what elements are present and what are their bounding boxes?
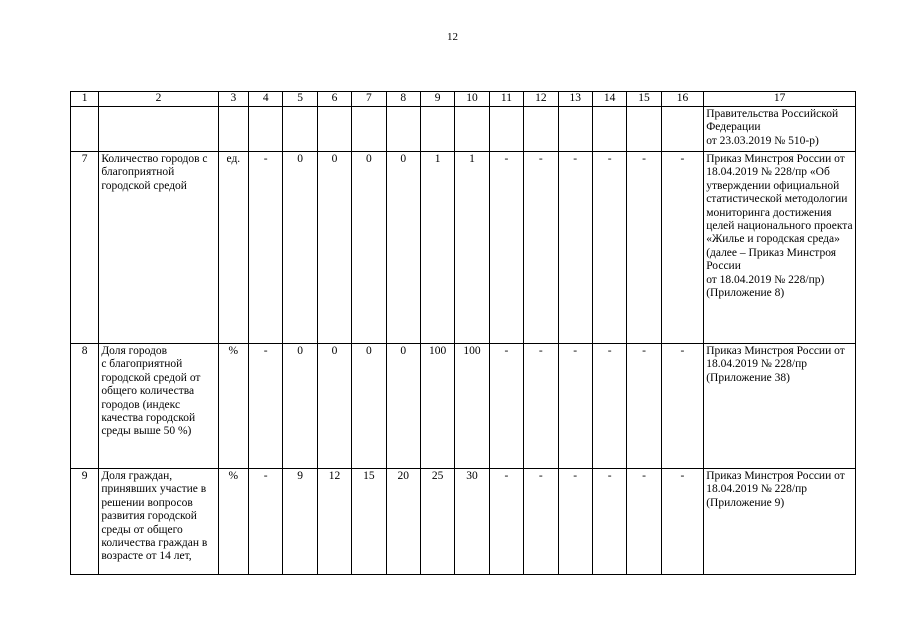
- header-cell: 14: [592, 92, 626, 107]
- table-row: [71, 344, 856, 469]
- value-cell: 0: [317, 152, 351, 344]
- unit-cell: %: [218, 344, 248, 469]
- value-cell: -: [489, 344, 523, 469]
- value-cell: -: [524, 152, 558, 344]
- value-cell: -: [249, 469, 283, 575]
- table-row-continuation: [71, 107, 856, 152]
- value-cell: -: [558, 152, 592, 344]
- value-cell: -: [627, 344, 661, 469]
- value-cell: 20: [386, 469, 420, 575]
- value-cell: 30: [455, 469, 489, 575]
- value-cell: -: [558, 344, 592, 469]
- header-cell: 6: [317, 92, 351, 107]
- value-cell: 0: [352, 344, 386, 469]
- value-cell: -: [524, 469, 558, 575]
- header-cell: 12: [524, 92, 558, 107]
- unit-cell: ед.: [218, 152, 248, 344]
- value-cell: 100: [420, 344, 454, 469]
- page-number: 12: [447, 31, 458, 43]
- value-cell: -: [489, 469, 523, 575]
- value-cell: 0: [386, 344, 420, 469]
- indicators-table: [70, 91, 856, 575]
- value-cell: 1: [455, 152, 489, 344]
- header-cell: 5: [283, 92, 317, 107]
- header-cell: 13: [558, 92, 592, 107]
- value-cell: -: [627, 152, 661, 344]
- value-cell: 0: [283, 152, 317, 344]
- value-cell: 0: [317, 344, 351, 469]
- source-cell: Приказ Минстроя России от 18.04.2019 № 228/пр (Приложение 9): [704, 469, 856, 575]
- value-cell: -: [524, 344, 558, 469]
- value-cell: 0: [352, 152, 386, 344]
- value-cell: 15: [352, 469, 386, 575]
- header-cell: 4: [249, 92, 283, 107]
- value-cell: -: [627, 469, 661, 575]
- value-cell: 100: [455, 344, 489, 469]
- header-cell: 11: [489, 92, 523, 107]
- header-cell: 3: [218, 92, 248, 107]
- value-cell: -: [558, 469, 592, 575]
- table-row: [71, 152, 856, 344]
- value-cell: 0: [386, 152, 420, 344]
- value-cell: -: [249, 344, 283, 469]
- indicator-name: Количество городов с благоприятной городской средой: [99, 152, 218, 344]
- header-cell: 7: [352, 92, 386, 107]
- value-cell: -: [592, 344, 626, 469]
- unit-cell: %: [218, 469, 248, 575]
- header-cell: 2: [99, 92, 218, 107]
- source-cell: Правительства Российской Федерации от 23.03.2019 № 510-р): [704, 107, 856, 152]
- value-cell: -: [592, 469, 626, 575]
- header-cell: 10: [455, 92, 489, 107]
- header-cell: 8: [386, 92, 420, 107]
- value-cell: 9: [283, 469, 317, 575]
- value-cell: -: [661, 469, 703, 575]
- source-cell: Приказ Минстроя России от 18.04.2019 № 228/пр «Об утверждении официальной статистической методологии мониторинга достижения целей национального проекта «Жилье и городская среда» (далее – Приказ Минстроя России от 18.04.2019 № 228/пр) (Приложение 8): [704, 152, 856, 344]
- value-cell: 0: [283, 344, 317, 469]
- header-cell: 9: [420, 92, 454, 107]
- row-number: 7: [71, 152, 99, 344]
- table-header-row: [71, 92, 856, 107]
- table-row: [71, 469, 856, 575]
- indicator-name: Доля граждан, принявших участие в решении вопросов развития городской среды от общего количества граждан в возрасте от 14 лет,: [99, 469, 218, 575]
- value-cell: 1: [420, 152, 454, 344]
- value-cell: 12: [317, 469, 351, 575]
- row-number: 9: [71, 469, 99, 575]
- header-cell: 16: [661, 92, 703, 107]
- value-cell: -: [249, 152, 283, 344]
- row-number: 8: [71, 344, 99, 469]
- indicator-name: Доля городов с благоприятной городской средой от общего количества городов (индекс качества городской среды выше 50 %): [99, 344, 218, 469]
- value-cell: -: [661, 152, 703, 344]
- header-cell: 1: [71, 92, 99, 107]
- value-cell: -: [661, 344, 703, 469]
- header-cell: 17: [704, 92, 856, 107]
- value-cell: 25: [420, 469, 454, 575]
- value-cell: -: [592, 152, 626, 344]
- source-cell: Приказ Минстроя России от 18.04.2019 № 228/пр (Приложение 38): [704, 344, 856, 469]
- value-cell: -: [489, 152, 523, 344]
- header-cell: 15: [627, 92, 661, 107]
